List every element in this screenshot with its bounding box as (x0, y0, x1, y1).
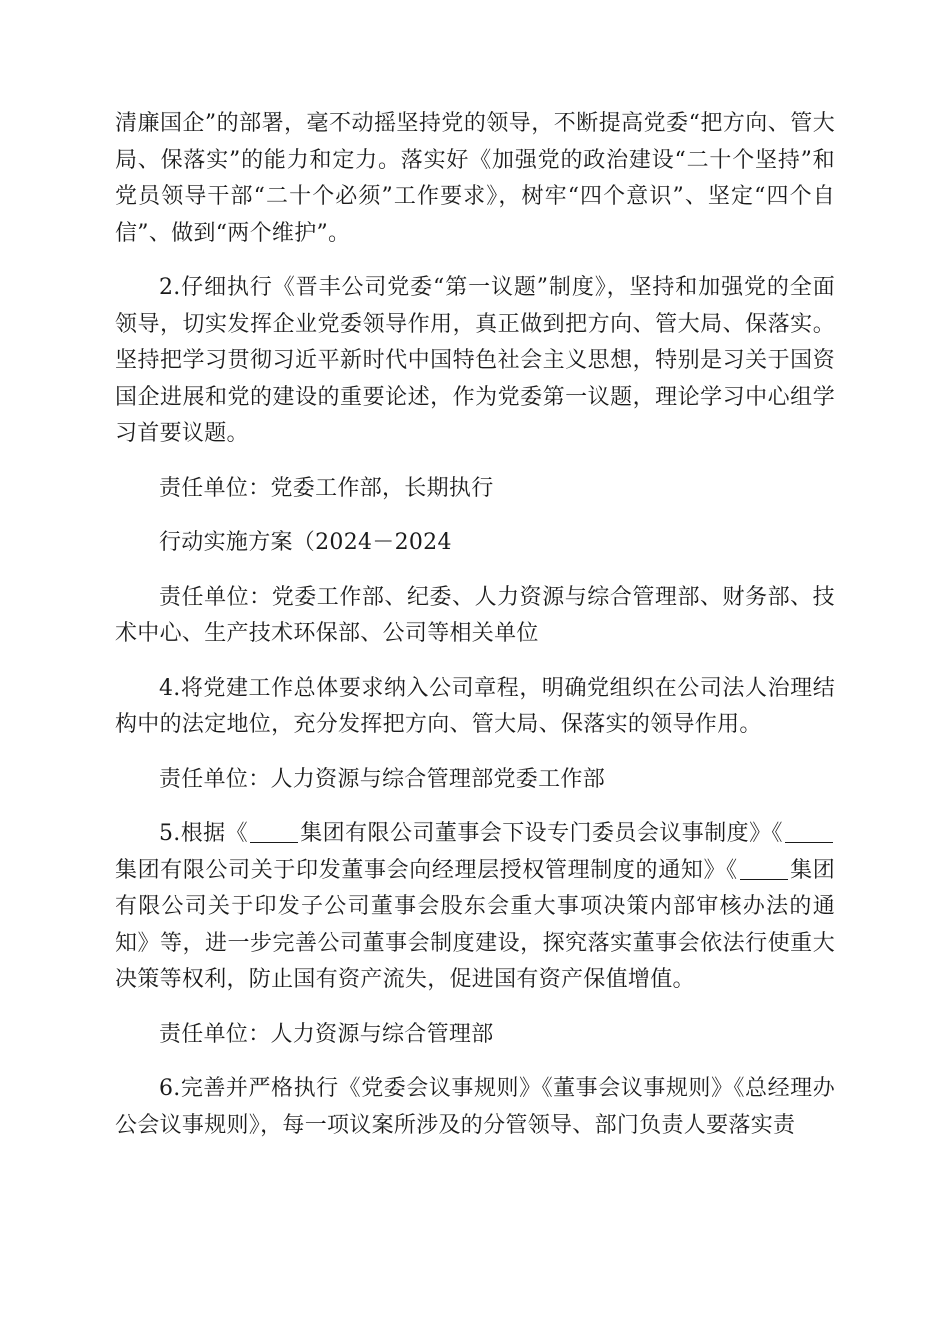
responsibility-unit-line: 责任单位：人力资源与综合管理部党委工作部 (159, 766, 606, 792)
blank-underline (250, 820, 298, 843)
action-plan-line: 行动实施方案（2024－2024 (159, 530, 452, 555)
paragraph-item-5 (115, 816, 835, 999)
document-body (115, 106, 835, 1162)
paragraph-segment: 集团有限公司关于印发子公司董事会股东会重大事项决策内部审核办法的通知》等，进一步完善公司董事会制度建设，探究落实董事会依法行使重大决策等权利，防止国有资产流失，促进国有资产保值增值。 (115, 857, 836, 992)
paragraph-segment: 集团有限公司关于印发董事会向经理层授权管理制度的通知》《 (115, 857, 738, 883)
responsibility-unit-line: 责任单位：人力资源与综合管理部 (159, 1021, 494, 1047)
paragraph-item-4: 4.将党建工作总体要求纳入公司章程，明确党组织在公司法人治理结构中的法定地位，充分发挥把方向、管大局、保落实的领导作用。 (115, 675, 835, 737)
blank-underline (740, 857, 788, 880)
paragraph-segment: 5.根据《 (159, 821, 249, 846)
paragraph-segment: 集团有限公司董事会下设专门委员会议事制度》《 (300, 821, 783, 846)
responsibility-unit-line: 责任单位：党委工作部、纪委、人力资源与综合管理部、财务部、技术中心、生产技术环保部、公司等相关单位 (115, 584, 835, 646)
paragraph-item-2: 2.仔细执行《晋丰公司党委“第一议题”制度》，坚持和加强党的全面领导，切实发挥企业党委领导作用，真正做到把方向、管大局、保落实。坚持把学习贯彻习近平新时代中国特色社会主义思想，特别是习关于国资国企进展和党的建设的重要论述，作为党委第一议题，理论学习中心组学习首要议题。 (115, 275, 835, 446)
paragraph-continuation: 清廉国企”的部署，毫不动摇坚持党的领导，不断提高党委“把方向、管大局、保落实”的能力和定力。落实好《加强党的政治建设“二十个坚持”和党员领导干部“二十个必须”工作要求》，树牢“四个意识”、坚定“四个自信”、做到“两个维护”。 (115, 111, 835, 246)
responsibility-unit-line: 责任单位：党委工作部，长期执行 (159, 475, 494, 501)
paragraph-item-6: 6.完善并严格执行《党委会议事规则》《董事会议事规则》《总经理办公会议事规则》，每一项议案所涉及的分管领导、部门负责人要落实责 (115, 1076, 835, 1138)
blank-underline (785, 820, 833, 843)
